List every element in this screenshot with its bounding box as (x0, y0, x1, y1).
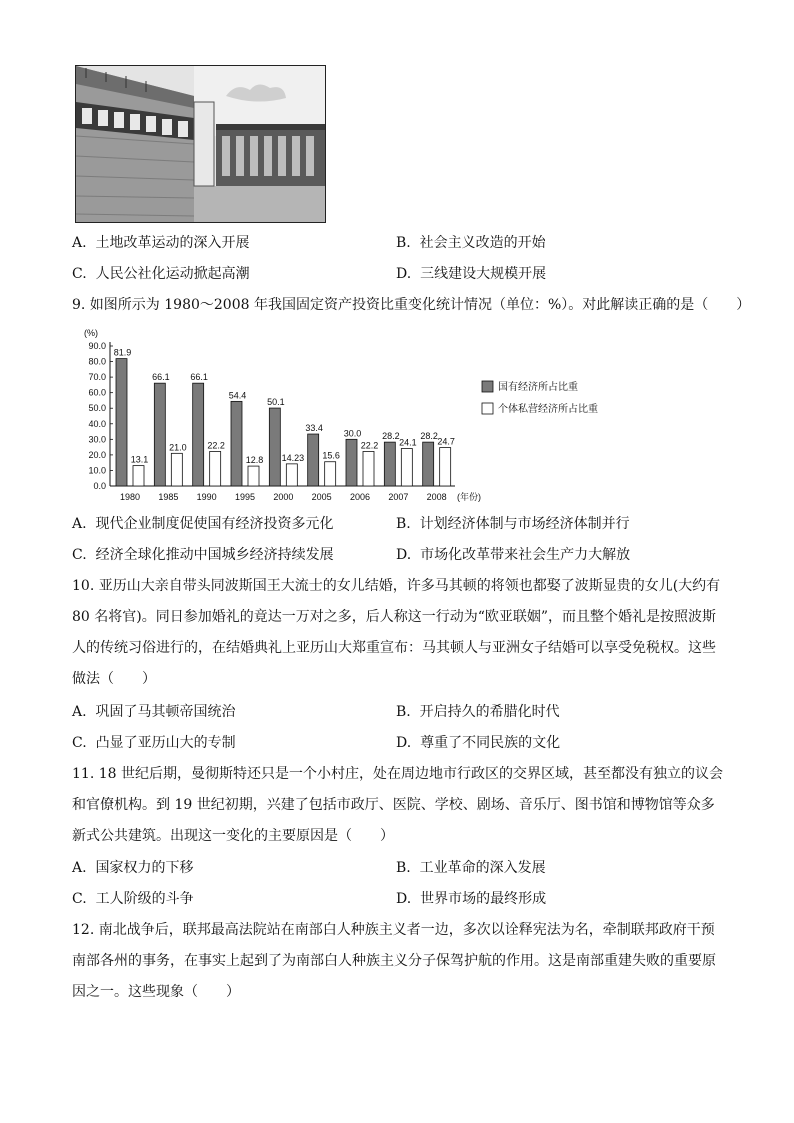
bar-label-s0-1985: 66.1 (152, 372, 170, 383)
bar-s0-1985 (154, 383, 165, 486)
y-tick-label-6: 60.0 (88, 387, 106, 398)
q11-stem-line-3: 新式公共建筑。出现这一变化的主要原因是（ ） (72, 828, 394, 844)
q9-option-c-letter: C. (72, 547, 87, 563)
bar-s0-2005 (308, 434, 319, 486)
y-tick-label-7: 70.0 (88, 372, 106, 383)
q8-option-c-text: 人民公社化运动掀起高潮 (95, 266, 250, 282)
y-axis-unit-label: (%) (84, 328, 98, 338)
q9-option-c[interactable] (72, 545, 334, 565)
bar-s1-1995 (248, 466, 259, 486)
legend-label-1: 个体私营经济所占比重 (498, 404, 598, 415)
q10-option-d[interactable] (396, 733, 560, 753)
bar-s1-2008 (440, 448, 451, 486)
q10-option-b[interactable] (396, 702, 560, 722)
q8-option-a-text: 土地改革运动的深入开展 (95, 235, 250, 251)
x-tick-label-1985: 1985 (158, 492, 179, 502)
q11-option-c[interactable] (72, 889, 194, 909)
q9-option-a-text: 现代企业制度促使国有经济投资多元化 (95, 516, 334, 532)
x-tick-label-2000: 2000 (273, 492, 294, 502)
bar-label-s1-1990: 22.2 (207, 440, 225, 451)
q8-option-b-letter: B. (396, 235, 411, 251)
q10-option-a-letter: A. (72, 704, 87, 720)
bar-label-s1-2005: 15.6 (322, 450, 340, 461)
bar-s1-1985 (171, 453, 182, 486)
q8-option-c-letter: C. (72, 266, 87, 282)
bar-label-s0-2005: 33.4 (305, 423, 323, 434)
q9-option-d-letter: D. (396, 547, 412, 563)
q11-option-b-letter: B. (396, 860, 411, 876)
q10-option-c[interactable] (72, 733, 236, 753)
q12-stem-line-1: 12. 南北战争后，联邦最高法院站在南部白人种族主义者一边，多次以诠释宪法为名，牵制联邦政府干预 (72, 922, 715, 938)
bar-label-s0-1995: 54.4 (228, 390, 247, 401)
q11-option-a[interactable] (72, 858, 193, 878)
bar-s1-2005 (325, 462, 336, 486)
q8-photo (75, 65, 326, 223)
y-tick-label-3: 30.0 (88, 434, 106, 445)
q8-photo-illustration (76, 66, 325, 222)
q8-option-a-letter: A. (72, 235, 87, 251)
q11-stem-line-2: 和官僚机构。到 19 世纪初期，兴建了包括市政厅、医院、学校、剧场、音乐厅、图书馆和博物馆等众多 (72, 797, 715, 813)
q9-option-b-text: 计划经济体制与市场经济体制并行 (419, 516, 630, 532)
q10-option-a-text: 巩固了马其顿帝国统治 (95, 704, 236, 720)
q8-option-d-letter: D. (396, 266, 412, 282)
bar-s0-2000 (269, 408, 280, 486)
q10-option-b-letter: B. (396, 704, 411, 720)
y-tick-label-0: 0.0 (93, 481, 106, 491)
bar-s0-2006 (346, 439, 357, 486)
q11-option-b-text: 工业革命的深入发展 (419, 860, 546, 876)
q10-stem-line-4: 做法（ ） (72, 671, 156, 687)
q11-option-a-text: 国家权力的下移 (95, 860, 194, 876)
q11-option-c-letter: C. (72, 891, 87, 907)
x-axis-unit-label: (年份) (457, 492, 481, 502)
x-tick-label-1995: 1995 (234, 492, 256, 502)
bar-s1-2007 (401, 449, 412, 486)
bar-s0-2007 (384, 442, 395, 486)
bar-label-s0-2006: 30.0 (343, 428, 362, 439)
bar-label-s1-2007: 24.1 (399, 437, 417, 448)
bar-label-s1-1985: 21.0 (169, 442, 187, 453)
bar-s0-1990 (193, 383, 204, 486)
q8-option-c[interactable] (72, 264, 250, 284)
q8-option-a[interactable] (72, 233, 249, 253)
x-tick-label-2006: 2006 (349, 492, 371, 502)
q10-option-b-text: 开启持久的希腊化时代 (419, 704, 560, 720)
x-tick-label-2007: 2007 (388, 492, 409, 502)
q12-stem-line-3: 因之一。这些现象（ ） (72, 984, 240, 1000)
q10-option-d-letter: D. (396, 735, 412, 751)
bar-s1-1980 (133, 466, 144, 486)
legend-label-0: 国有经济所占比重 (498, 382, 578, 393)
bar-label-s0-2008: 28.2 (420, 431, 438, 442)
q9-option-b-letter: B. (396, 516, 411, 532)
y-tick-label-1: 10.0 (88, 465, 106, 476)
x-tick-label-1980: 1980 (119, 492, 141, 502)
q8-option-d-text: 三线建设大规模开展 (420, 266, 547, 282)
bar-label-s1-1995: 12.8 (245, 455, 264, 466)
bar-label-s0-2000: 50.1 (267, 397, 285, 408)
q11-option-d-letter: D. (396, 891, 412, 907)
q10-option-d-text: 尊重了不同民族的文化 (420, 735, 561, 751)
q9-option-b[interactable] (396, 514, 630, 534)
bar-s1-2000 (286, 464, 297, 486)
x-tick-label-1990: 1990 (196, 492, 217, 502)
bar-label-s0-2007: 28.2 (382, 431, 400, 442)
bar-label-s1-2008: 24.7 (437, 436, 455, 447)
bar-s0-1995 (231, 401, 242, 486)
q10-option-c-text: 凸显了亚历山大的专制 (95, 735, 236, 751)
q12-stem-line-2: 南部各州的事务，在事实上起到了为南部白人种族主义分子保驾护航的作用。这是南部重建失败的重要原 (72, 953, 716, 969)
q10-stem-line-1: 10. 亚历山大亲自带头同波斯国王大流士的女儿结婚，许多马其顿的将领也都娶了波斯显贵的女儿(大约有 (72, 578, 721, 594)
q9-option-a-letter: A. (72, 516, 87, 532)
x-tick-label-2005: 2005 (311, 492, 332, 502)
q11-option-a-letter: A. (72, 860, 87, 876)
bar-label-s1-2006: 22.2 (360, 440, 379, 451)
q10-stem-line-2: 80 名将官)。同日参加婚礼的竟达一万对之多，后人称这一行动为“欧亚联姻”，而且整个婚礼是按照波斯 (72, 609, 717, 625)
bar-s1-2006 (363, 451, 374, 486)
q9-option-c-text: 经济全球化推动中国城乡经济持续发展 (95, 547, 334, 563)
q9-stem: 9. 如图所示为 1980～2008 年我国固定资产投资比重变化统计情况（单位：%）。对此解读正确的是（ ） (72, 297, 751, 313)
q8-option-d[interactable] (396, 264, 546, 284)
q10-stem-line-3: 人的传统习俗进行的，在结婚典礼上亚历山大郑重宣布：马其顿人与亚洲女子结婚可以享受免税权。这些 (72, 640, 716, 656)
q11-option-b[interactable] (396, 858, 546, 878)
legend-swatch-1 (482, 403, 493, 414)
y-tick-label-4: 40.0 (88, 418, 106, 429)
q10-option-a[interactable] (72, 702, 235, 722)
bar-s0-1980 (116, 359, 127, 486)
bar-s1-1990 (210, 451, 221, 486)
q11-option-c-text: 工人阶级的斗争 (95, 891, 194, 907)
q9-option-a[interactable] (72, 514, 333, 534)
bar-label-s0-1990: 66.1 (190, 372, 208, 383)
q8-option-b-text: 社会主义改造的开始 (419, 235, 546, 251)
y-tick-label-5: 50.0 (88, 403, 106, 414)
y-tick-label-8: 80.0 (88, 356, 106, 367)
q9-option-d[interactable] (396, 545, 630, 565)
q11-option-d[interactable] (396, 889, 546, 909)
q11-stem-line-1: 11. 18 世纪后期，曼彻斯特还只是一个小村庄，处在周边地市行政区的交界区域，甚至都没有独立的议会 (72, 766, 723, 782)
x-tick-label-2008: 2008 (426, 492, 447, 502)
q9-chart (82, 322, 642, 510)
q11-option-d-text: 世界市场的最终形成 (420, 891, 547, 907)
bar-s0-2008 (423, 442, 434, 486)
legend-swatch-0 (482, 381, 493, 392)
q9-option-d-text: 市场化改革带来社会生产力大解放 (420, 547, 631, 563)
y-tick-label-2: 20.0 (88, 449, 106, 460)
q9-chart-svg (82, 322, 642, 510)
bar-label-s1-1980: 13.1 (130, 454, 149, 465)
y-tick-label-9: 90.0 (88, 341, 106, 351)
bar-label-s0-1980: 81.9 (113, 347, 132, 358)
q10-option-c-letter: C. (72, 735, 87, 751)
bar-label-s1-2000: 14.23 (281, 452, 305, 463)
q8-option-b[interactable] (396, 233, 546, 253)
